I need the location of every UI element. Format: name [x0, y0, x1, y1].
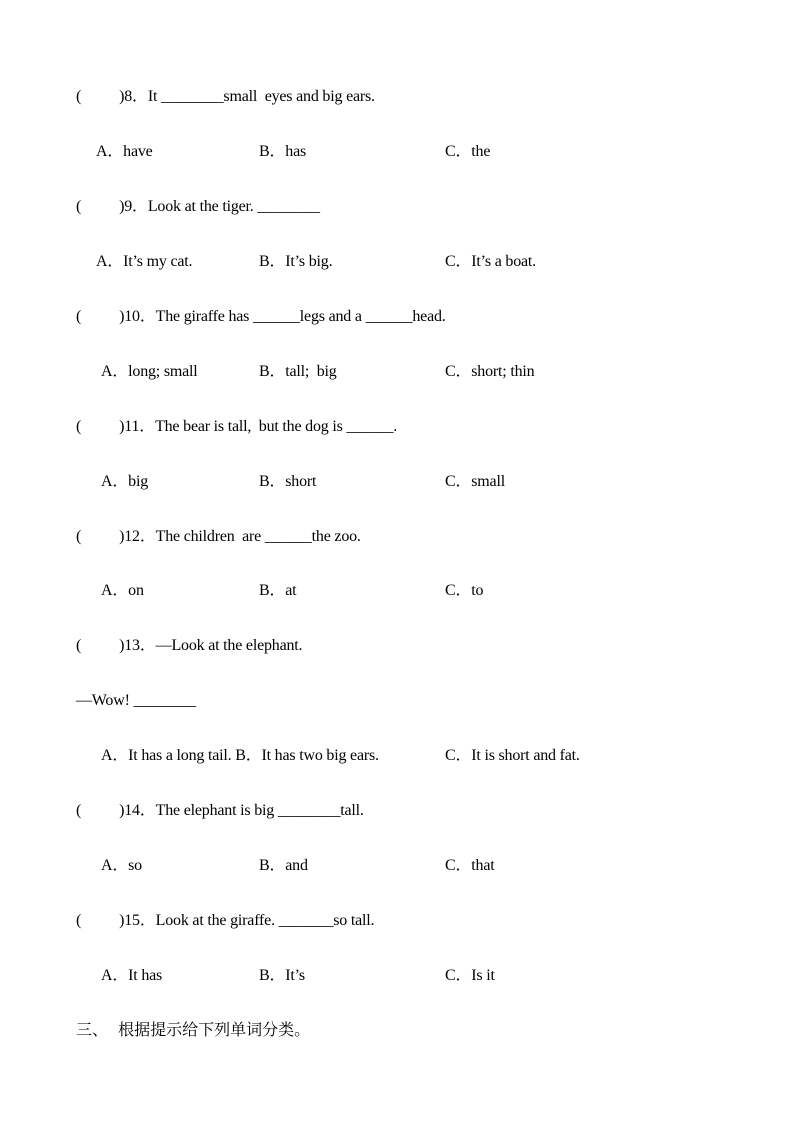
question-8-stem: ( )8．It ________small eyes and big ears. — [76, 88, 375, 105]
question-9-option-a: A．It’s my cat. — [96, 253, 193, 270]
question-9-option-c: C．It’s a boat. — [445, 253, 536, 270]
question-14-stem: ( )14．The elephant is big ________tall. — [76, 802, 364, 819]
question-10-option-b: B．tall; big — [259, 363, 337, 380]
question-8-option-c: C．the — [445, 143, 491, 160]
question-13-stem: ( )13．—Look at the elephant. — [76, 637, 303, 654]
question-9-option-b: B．It’s big. — [259, 253, 333, 270]
question-15-stem: ( )15．Look at the giraffe. _______so tall. — [76, 912, 375, 929]
question-12-stem: ( )12．The children are ______the zoo. — [76, 528, 361, 545]
question-9-stem: ( )9．Look at the tiger. ________ — [76, 198, 320, 215]
question-14-option-a: A．so — [101, 857, 142, 874]
question-15-option-a: A．It has — [101, 967, 163, 984]
question-11-option-a: A．big — [101, 473, 149, 490]
question-8-option-a: A．have — [96, 143, 153, 160]
question-12-option-c: C．to — [445, 582, 484, 599]
question-12-option-a: A．on — [101, 582, 144, 599]
question-14-option-b: B．and — [259, 857, 308, 874]
question-14-option-c: C．that — [445, 857, 495, 874]
question-8-option-b: B．has — [259, 143, 307, 160]
question-13-option-a-b: A．It has a long tail. B．It has two big ears. — [101, 747, 379, 764]
question-15-option-c: C．Is it — [445, 967, 495, 984]
question-11-option-c: C．small — [445, 473, 505, 490]
section-3-heading: 三、 根据提示给下列单词分类。 — [76, 1020, 311, 1039]
question-13-option-c: C．It is short and fat. — [445, 747, 580, 764]
question-12-option-b: B．at — [259, 582, 297, 599]
question-11-option-b: B．short — [259, 473, 317, 490]
question-10-option-c: C．short; thin — [445, 363, 535, 380]
question-15-option-b: B．It’s — [259, 967, 305, 984]
question-11-stem: ( )11．The bear is tall, but the dog is ______. — [76, 418, 398, 435]
question-10-option-a: A．long; small — [101, 363, 198, 380]
question-10-stem: ( )10．The giraffe has ______legs and a ______head. — [76, 308, 446, 325]
question-13-answer-line: —Wow! ________ — [76, 692, 196, 709]
